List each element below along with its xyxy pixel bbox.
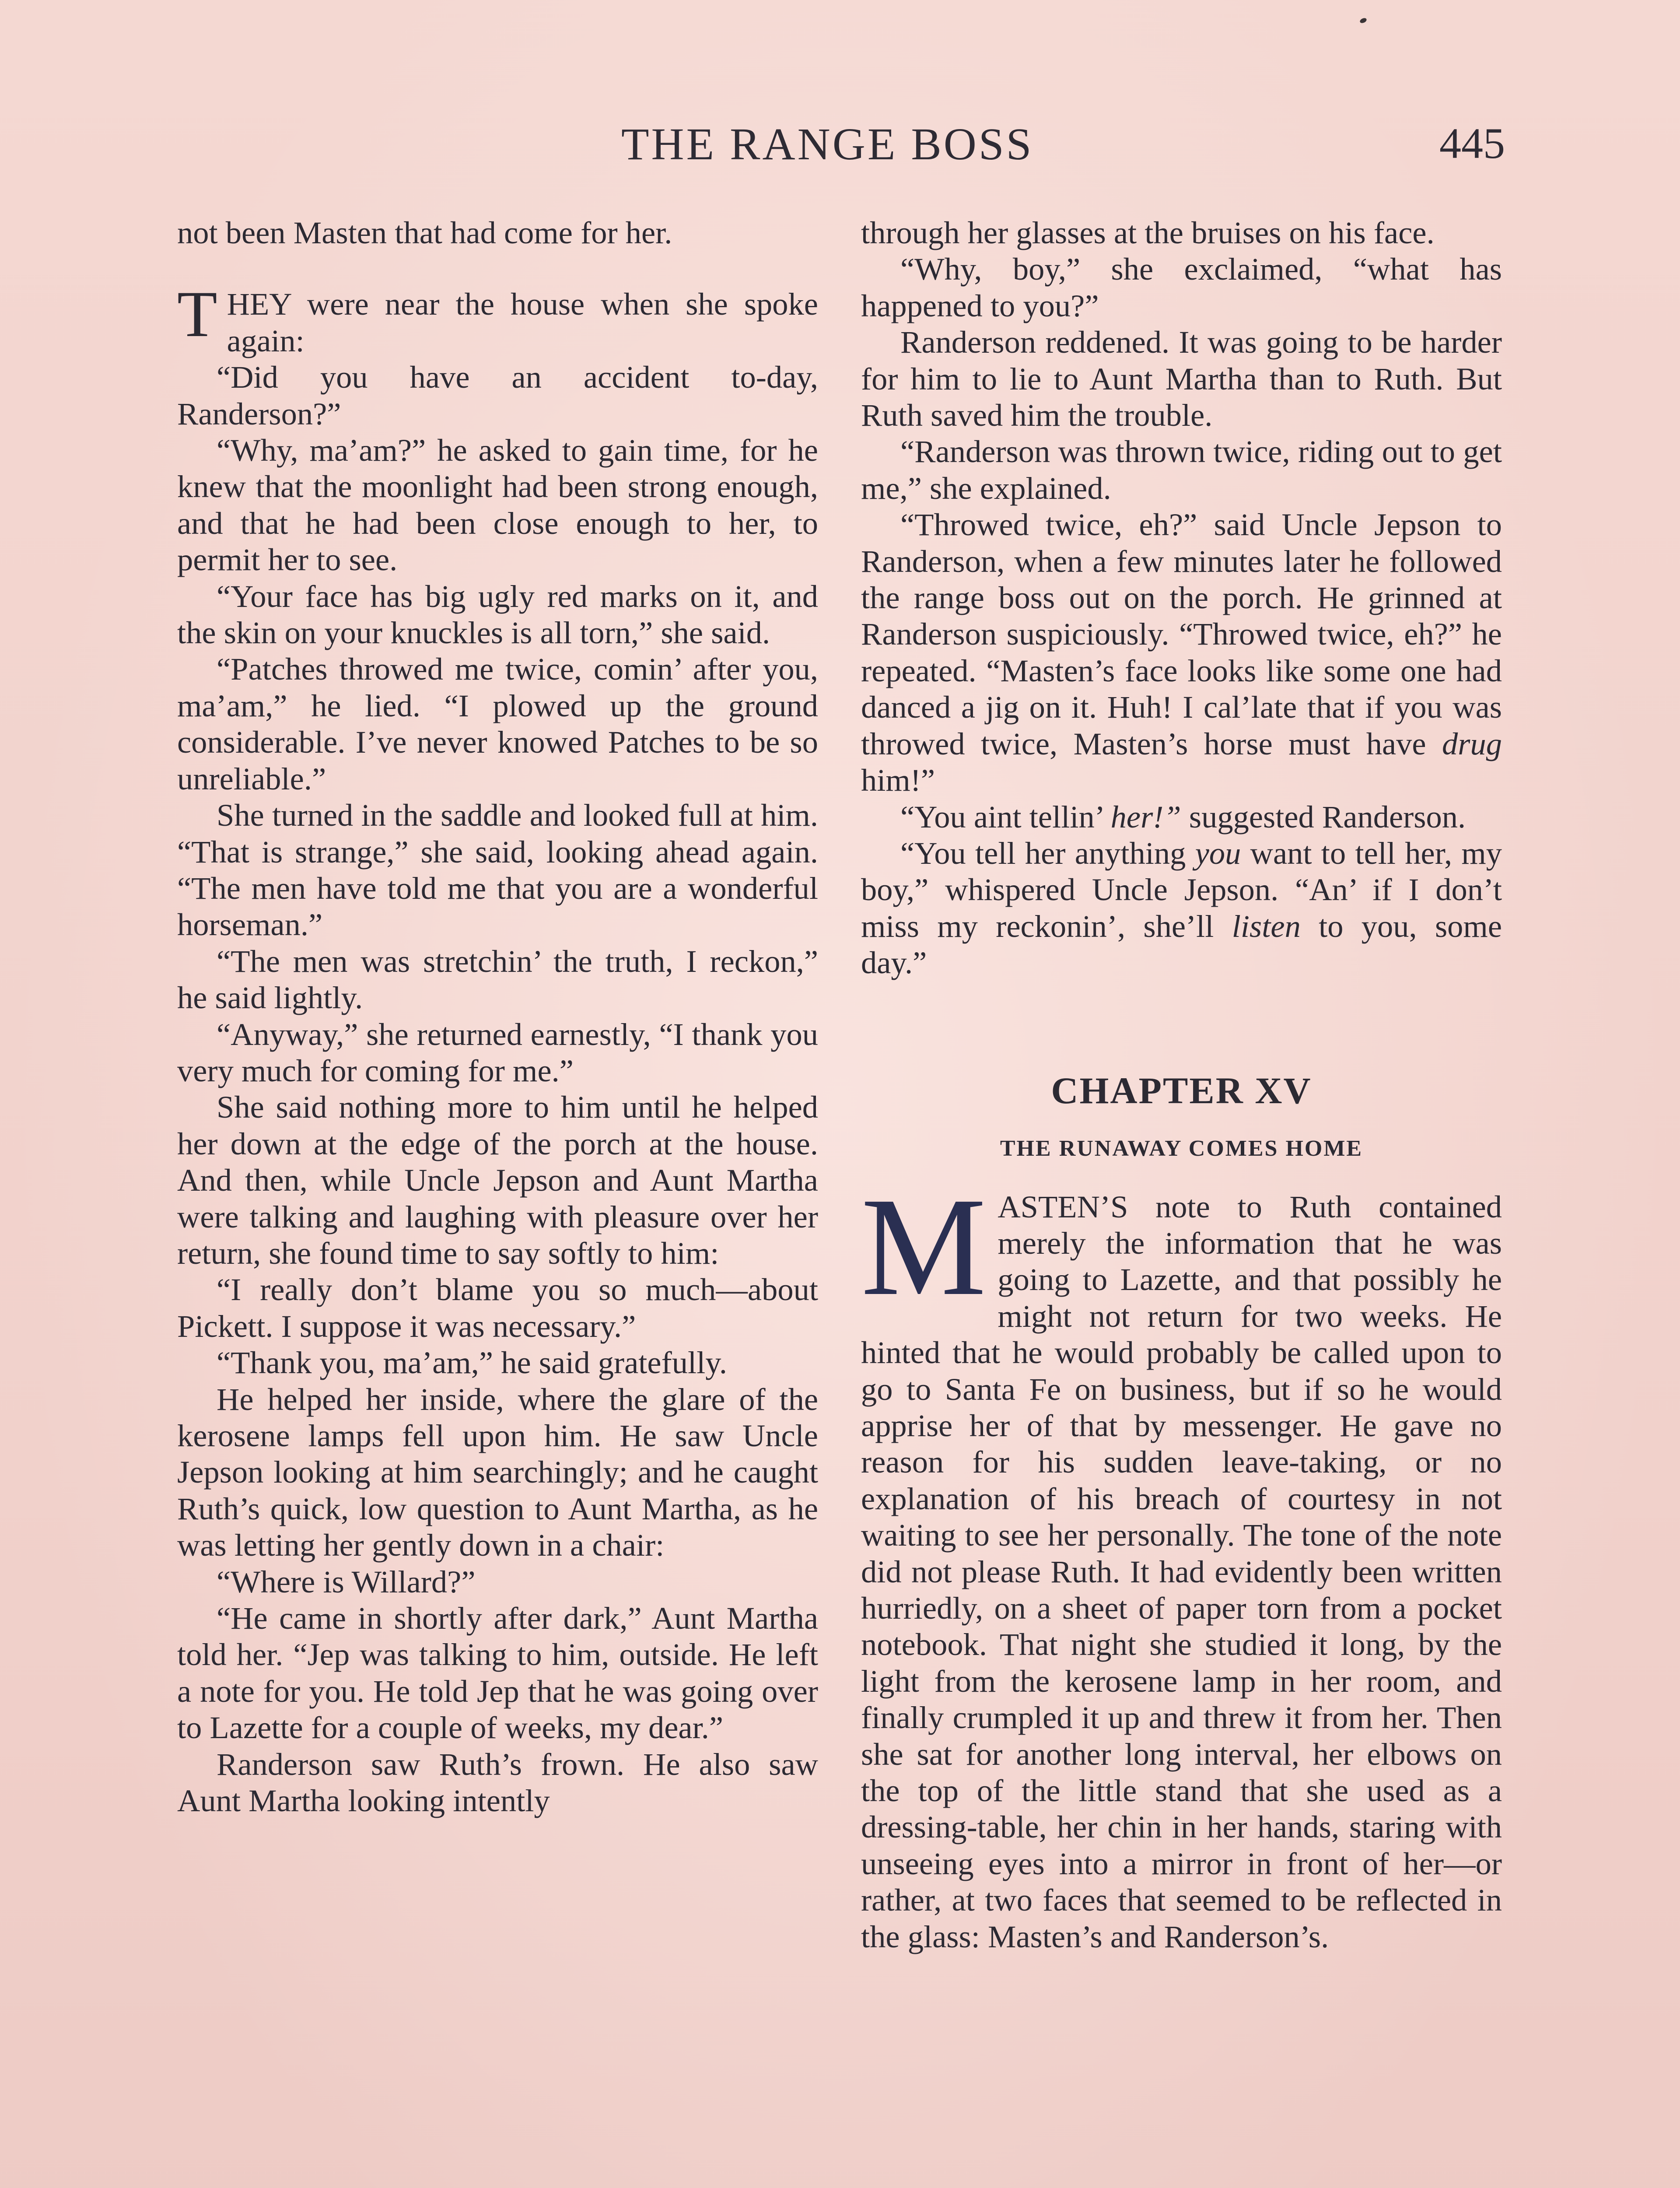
chapter-subtitle: THE RUNAWAY COMES HOME: [1000, 1136, 1363, 1161]
text-run: want to tell her, my boy,” whispered Uncle Jepson. “An’ if I don’t miss my reckonin’, she’ll: [861, 835, 1502, 944]
paragraph-with-dropcap: [861, 1168, 1502, 1955]
right-column: [861, 214, 1502, 1955]
page-number: 445: [1439, 119, 1505, 168]
paragraph: “I really don’t blame you so much—about Pickett. I suppose it was necessary.”: [177, 1272, 818, 1344]
chapter-break: [861, 981, 1502, 1069]
paragraph: [861, 799, 1502, 835]
left-column: [177, 214, 818, 1819]
drop-cap: M: [861, 1168, 987, 1325]
running-title: THE RANGE BOSS: [621, 119, 1034, 169]
paragraph-with-dropcap: [177, 278, 818, 359]
paragraph: She turned in the saddle and looked full at him. “That is strange,” she said, looking ahead again. “The men have told me that you are a wonderful horseman.”: [177, 797, 818, 943]
paragraph: [861, 506, 1502, 798]
paragraph: [861, 835, 1502, 981]
chapter-title: CHAPTER XV: [1051, 1069, 1312, 1112]
text-run: to you, some day.”: [861, 908, 1502, 981]
paragraph: “Your face has big ugly red marks on it, and the skin on your knuckles is all torn,” she said.: [177, 578, 818, 651]
paragraph: “He came in shortly after dark,” Aunt Martha told her. “Jep was talking to him, outside. He left a note for you. He told Jep that he was going over to Lazette for a couple of weeks, my dear.”: [177, 1600, 818, 1746]
paragraph: Randerson reddened. It was going to be harder for him to lie to Aunt Martha than to Ruth. But Ruth saved him the trouble.: [861, 324, 1502, 433]
italic-run: listen: [1232, 908, 1301, 944]
paragraph: “Where is Willard?”: [217, 1564, 476, 1599]
paragraph: She said nothing more to him until he helped her down at the edge of the porch at the house. And then, while Uncle Jepson and Aunt Martha were talking and laughing with pleasure over her return, she found time to say softly to him:: [177, 1089, 818, 1271]
text-run: suggested Randerson.: [1181, 799, 1466, 835]
paragraph: “Why, boy,” she exclaimed, “what has happened to you?”: [861, 251, 1502, 323]
ink-smudge: [1359, 17, 1368, 24]
paragraph: “Patches throwed me twice, comin’ after you, ma’am,” he lied. “I plowed up the ground considerable. I’ve never knowed Patches to be so unreliable.”: [177, 651, 818, 796]
paragraph: Randerson saw Ruth’s frown. He also saw Aunt Martha looking intently: [177, 1746, 818, 1819]
paragraph: “Randerson was thrown twice, riding out to get me,” she explained.: [861, 434, 1502, 506]
paragraph: “Anyway,” she returned earnestly, “I thank you very much for coming for me.”: [177, 1016, 818, 1088]
text-run: “You aint tellin’: [900, 799, 1111, 835]
paragraph-text: ASTEN’S note to Ruth contained merely the information that he was going to Lazette, and that possibly he might not return for two weeks. He hinted that he would probably be called upon to go to Santa Fe on business, but if so he would apprise her of that by messenger. He gave no reason for his sudden leave-taking, or no explanation of his breach of courtesy in not waiting to see her personally. The tone of the note did not please Ruth. It had evidently been written hurriedly, on a sheet of paper torn from a pocket notebook. That night she studied it long, by the light from the kerosene lamp in her room, and finally crumpled it up and threw it from her. Then she sat for another long interval, her elbows on the top of the little stand that she used as a dressing-table, her chin in her hands, staring with unseeing eyes into a mirror in front of her—or rather, at two faces that seemed to be reflected in the glass: Masten’s and Randerson’s.: [861, 1189, 1502, 1954]
paragraph: “Thank you, ma’am,” he said gratefully.: [217, 1345, 727, 1381]
paragraph: “The men was stretchin’ the truth, I reckon,” he said lightly.: [177, 943, 818, 1016]
drop-cap: T: [177, 278, 217, 351]
paragraph: “Why, ma’am?” he asked to gain time, for he knew that the moonlight had been strong enough, and that he had been close enough to her, to permit her to see.: [177, 432, 818, 578]
paragraph: He helped her inside, where the glare of the kerosene lamps fell upon him. He saw Uncle Jepson looking at him searchingly; and he caught Ruth’s quick, low question to Aunt Martha, as he was letting her gently down in a chair:: [177, 1381, 818, 1563]
paragraph-text: HEY were near the house when she spoke again:: [227, 286, 818, 358]
text-run: “Throwed twice, eh?” said Uncle Jepson to Randerson, when a few minutes later he followed the range boss out on the porch. He grinned at Randerson suspiciously. “Throwed twice, eh?” he repeated. “Masten’s face looks like some one had danced a jig on it. Huh! I cal’late that if you was throwed twice, Masten’s horse must have: [861, 507, 1502, 761]
paragraph: “Did you have an accident to-day, Randerson?”: [177, 359, 818, 431]
section-break: [177, 251, 818, 286]
text-run: “You tell her anything: [900, 835, 1195, 871]
paragraph: through her glasses at the bruises on his face.: [861, 215, 1435, 250]
italic-run: you: [1195, 835, 1241, 871]
italic-run: drug: [1442, 726, 1502, 761]
italic-run: her!”: [1110, 799, 1181, 835]
text-run: him!”: [861, 762, 935, 798]
paragraph: not been Masten that had come for her.: [177, 215, 672, 250]
